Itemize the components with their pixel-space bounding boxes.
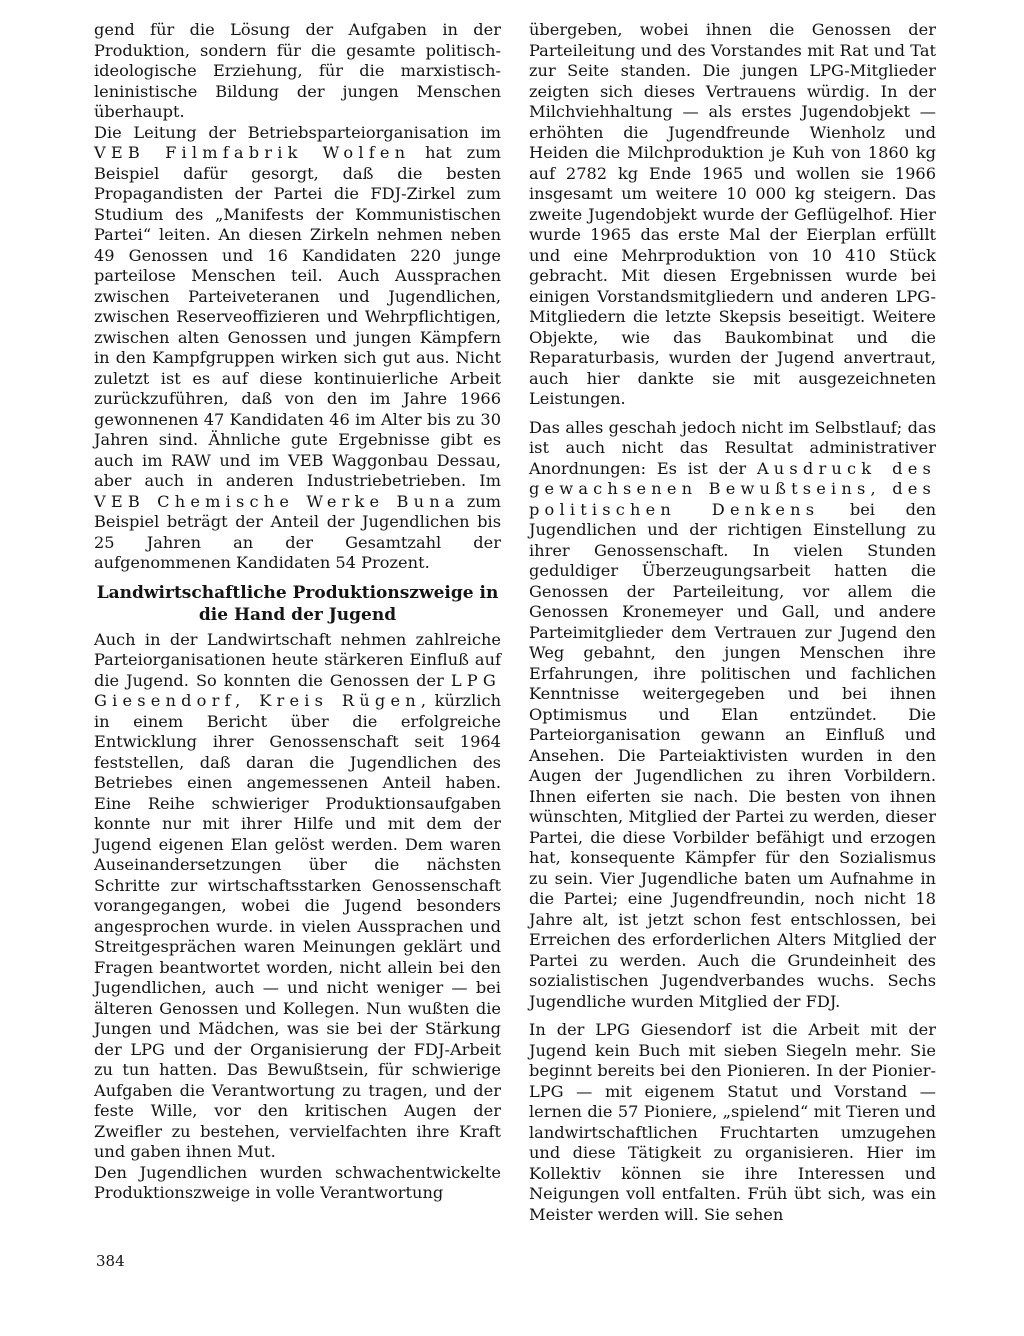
paragraph-2-start: Die Leitung der Betriebsparteiorganisation im — [94, 122, 501, 142]
paragraph-2-end: zum Beispiel beträgt der Anteil der Jugendlichen bis 25 Jahren an der Gesamtzahl der aufgenommenen Kandidaten 54 Prozent. — [94, 491, 501, 572]
left-column — [94, 20, 501, 1204]
page-number: 384 — [96, 1252, 125, 1270]
section-heading: Landwirtschaftliche Produktionszweige in die Hand der Jugend — [96, 582, 499, 625]
paragraph-5: übergeben, wobei ihnen die Genossen der Parteileitung und des Vorstandes mit Rat und Tat zur Seite standen. Die jungen LPG-Mitglieder zeigten sich dieses Vertrauens würdig. In der Milchviehhaltung — als erstes Jugendobjekt — erhöhten die Jugendfreunde Wienholz und Heiden die Milchproduktion je Kuh von 1860 kg auf 2782 kg Ende 1965 und wollen sie 1966 insgesamt um weitere 10 000 kg steigern. Das zweite Jugendobjekt wurde der Geflügelhof. Hier wurde 1965 das erste Mal der Eierplan erfüllt und eine Mehrproduktion von 10 410 Stück gebracht. Mit diesen Ergebnissen wurde bei einigen Vorstandsmitgliedern und anderen LPG-Mitgliedern die letzte Skepsis beseitigt. Weitere Objekte, wie das Baukombinat und die Reparaturbasis, wurden der Jugend anvertraut, auch hier dankte sie mit ausgezeichneten Leistungen. — [529, 20, 936, 408]
company-name-buna: VEB Chemische Werke Buna — [94, 491, 460, 511]
paragraph-2 — [94, 123, 501, 574]
paragraph-6 — [529, 418, 936, 1013]
paragraph-3-end: , kürzlich in einem Bericht über die erfolgreiche Entwicklung ihrer Genossenschaft seit 1964 feststellen, daß daran die Jugendlichen des Betriebes einen angemessenen Anteil haben. Eine Reihe schwieriger Produktionsaufgaben konnte nur mit ihrer Hilfe und mit dem der Jugend eigenen Elan gelöst werden. Dem waren Auseinandersetzungen über die nächsten Schritte zur wirtschaftsstarken Genossenschaft vorangegangen, wobei die Jugend besonders angesprochen wurde. in vielen Aussprachen und Streitgesprächen waren Meinungen geklärt und Fragen beantwortet worden, nicht allein bei den Jugendlichen, auch — und nicht weniger — bei älteren Genossen und Kollegen. Nun wußten die Jungen und Mädchen, was sie bei der Stärkung der LPG und der Organisierung der FDJ-Arbeit zu tun hatten. Das Bewußtsein, für schwierige Aufgaben die Verantwortung zu tragen, und der feste Wille, vor den kritischen Augen der Zweifler zu bestehen, vervielfachten ihre Kraft und gaben ihnen Mut. — [94, 691, 501, 1161]
company-name-filmfabrik: VEB Filmfabrik Wolfen — [94, 143, 411, 162]
paragraph-3 — [94, 630, 501, 1163]
paragraph-6-end: bei den Jugendlichen und der richtigen Einstellung zu ihrer Genossenschaft. In vielen Stunden geduldiger Überzeugungsarbeit hatten die Genossen der Parteileitung, vor allem die Genossen Kronemeyer und Gall, und andere Parteimitglieder dem Vertrauen zur Jugend den Weg gebahnt, den jungen Menschen ihre Erfahrungen, ihre politischen und fachlichen Kenntnisse weitergegeben und bei ihnen Optimismus und Elan entzündet. Die Parteiorganisation gewann an Einfluß und Ansehen. Die Parteiaktivisten wurden in den Augen der Jugendlichen zu ihren Vorbildern. Ihnen eiferten sie nach. Die besten von ihnen wünschten, Mitglied der Partei zu werden, dieser Partei, die diese Vorbilder befähigt und erzogen hat, konsequente Kämpfer für den Sozialismus zu sein. Vier Jugendliche baten um Aufnahme in die Partei; eine Jugendfreundin, noch nicht 18 Jahre alt, ist jetzt schon fest entschlossen, bei Erreichen des erforderlichen Alters Mitglied der Partei zu werden. Auch die Grundeinheit des sozialistischen Jugendverbandes wuchs. Sechs Jugendliche wurden Mitglied der FDJ. — [529, 499, 936, 1011]
paragraph-1: gend für die Lösung der Aufgaben in der Produktion, sondern für die gesamte politisch-ideologische Erziehung, für die marxistisch-leninistische Bildung der jungen Menschen überhaupt. — [94, 20, 501, 121]
paragraph-6-start: Das alles geschah jedoch nicht im Selbstlauf; das ist auch nicht das Resultat administrativer Anordnungen: Es ist der — [529, 417, 936, 478]
paragraph-7: In der LPG Giesendorf ist die Arbeit mit der Jugend kein Buch mit sieben Siegeln mehr. Sie beginnt bereits bei den Pionieren. In der Pionier-LPG — mit eigenem Statut und Vorstand — lernen die 57 Pioniere, „spielend“ mit Tieren und landwirtschaftlichen Fruchtarten umzugehen und diese Tätigkeit zu organisieren. Hier im Kollektiv können sie ihre Interessen und Neigungen voll entfalten. Früh übt sich, was ein Meister werden will. Sie sehen — [529, 1020, 936, 1224]
paragraph-4: Den Jugendlichen wurden schwachentwickelte Produktionszweige in volle Verantwortung — [94, 1162, 501, 1202]
paragraph-2-middle: hat zum Beispiel dafür gesorgt, daß die besten Propagandisten der Partei die FDJ-Zirkel zum Studium des „Manifests der Kommunistischen Partei“ leiten. An diesen Zirkeln nehmen neben 49 Genossen und 16 Kandidaten 220 junge parteilose Menschen teil. Auch Aussprachen zwischen Parteiveteranen und Jugendlichen, zwischen Reserveoffizieren und Wehrpflichtigen, zwischen alten Genossen und jungen Kämpfern in den Kampfgruppen wirken sich gut aus. Nicht zuletzt ist es auf diese kontinuierliche Arbeit zurückzuführen, daß von den im Jahre 1966 gewonnenen 47 Kandidaten 46 im Alter bis zu 30 Jahren sind. Ähnliche gute Ergebnisse gibt es auch im RAW und im VEB Waggonbau Dessau, aber auch in anderen Industriebetrieben. Im — [94, 143, 501, 490]
right-column — [529, 20, 936, 1225]
paragraph-3-start: Auch in der Landwirtschaft nehmen zahlreiche Parteiorganisationen heute stärkeren Einfluß auf die Jugend. So konnten die Genossen der — [94, 629, 501, 690]
lpg-name: LPG Giesendorf, Kreis Rügen — [94, 670, 501, 710]
emphasis-phrase: Ausdruck des gewachsenen Bewußtseins, des politischen Denkens — [529, 458, 936, 519]
